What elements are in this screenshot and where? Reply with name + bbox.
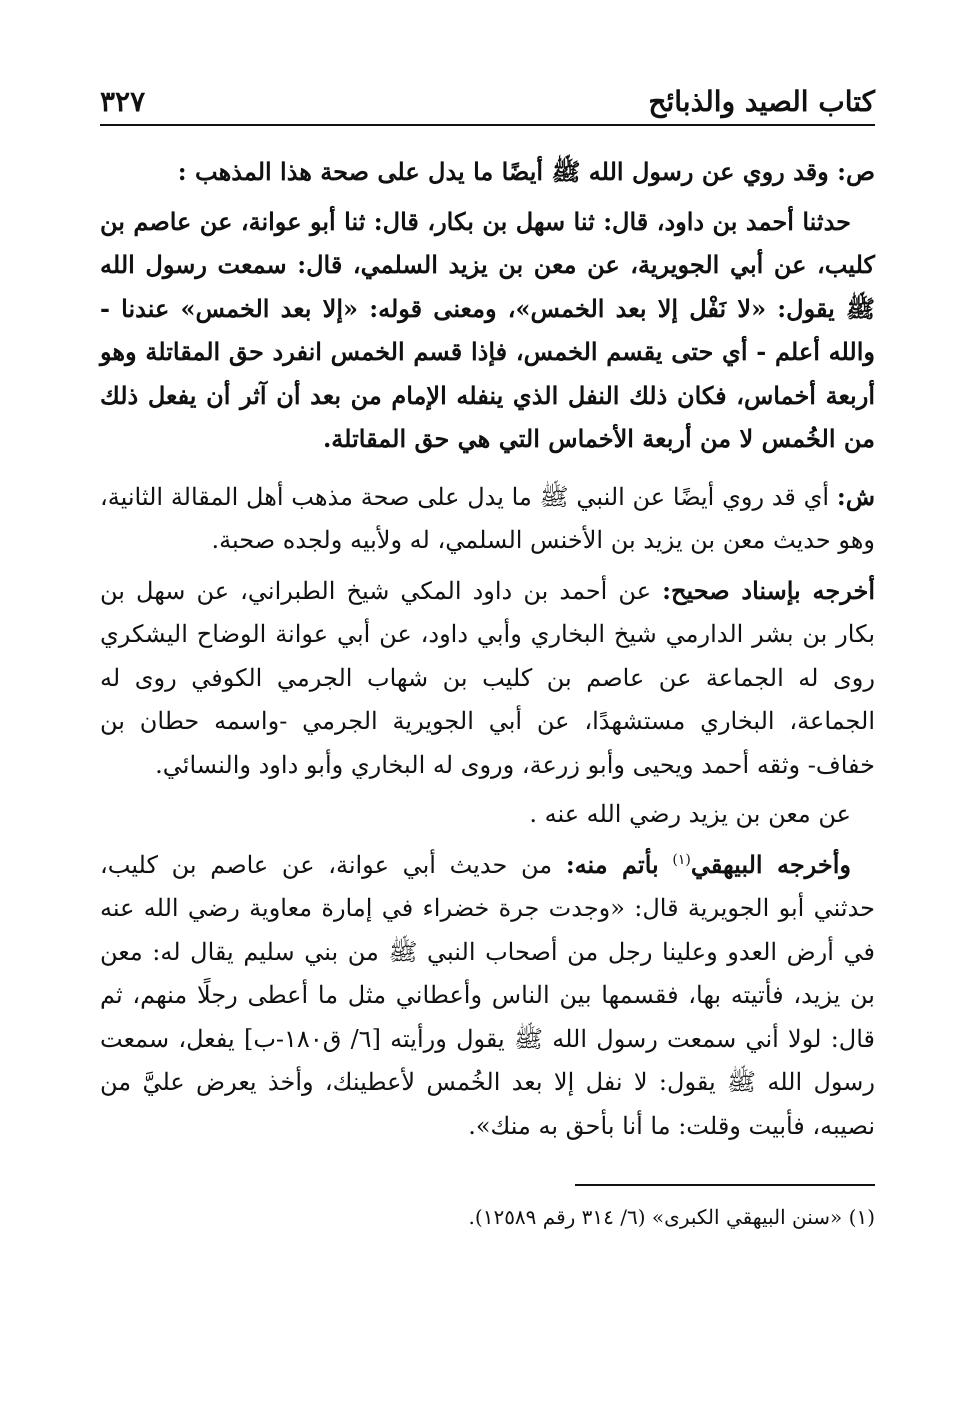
paragraph-text: حدثنا أحمد بن داود، قال: ثنا سهل بن بكار، قال: ثنا أبو عوانة، عن عاصم بن كليب، عن أبي الجويرية، عن معن بن يزيد السلمي، قال: سمعت رسول الله ﷺ يقول: «لا نَفْل إلا بعد الخمس»، ومعنى قوله: «إلا بعد الخمس» عندنا - والله أعلم - أي حتى يقسم الخمس، فإذا قسم الخمس انفرد حق المقاتلة وهو أربعة أخماس، فكان ذلك النفل الذي ينفله الإمام من بعد أن آثر أن يفعل ذلك من الخُمس لا من أربعة الأخماس التي هي حق المقاتلة.: [100, 206, 875, 453]
paragraph-bayhaqi: [100, 843, 875, 1149]
paragraph-text: عن معن بن يزيد رضي الله عنه .: [529, 800, 851, 828]
footnote-reference[interactable]: (١): [672, 851, 691, 868]
paragraph-sharh: [100, 475, 875, 563]
paragraph-text: عن أحمد بن داود المكي شيخ الطبراني، عن سهل بن بكار بن بشر الدارمي شيخ البخاري وأبي داود، عن أبي عوانة الوضاح اليشكري روى له الجماعة عن عاصم بن كليب بن شهاب الجرمي الكوفي روى له الجماعة، البخاري مستشهدًا، عن أبي الجويرية الجرمي -واسمه حطان بن خفاف- وثقه أحمد ويحيى وأبو زرعة، وروى له البخاري وأبو داود والنسائي.: [100, 576, 875, 779]
paragraph-lead: ش:: [836, 481, 875, 511]
footnote: (١) «سنن البيهقي الكبرى» (٦/ ٣١٤ رقم ١٢٥٨٩).: [468, 1205, 875, 1229]
page-header: [100, 60, 875, 126]
footnote-divider: [575, 1184, 875, 1186]
paragraph-matn-heading: [100, 150, 875, 194]
page-number: ٣٢٧: [100, 85, 146, 118]
paragraph-lead: أخرجه بإسناد صحيح:: [662, 575, 875, 605]
document-page: [100, 60, 875, 1380]
paragraph-lead: ص:: [837, 157, 875, 186]
book-title: كتاب الصيد والذبائح: [648, 85, 875, 118]
paragraph-isnad: [100, 569, 875, 788]
paragraph-matn-hadith: [100, 200, 875, 461]
paragraph-text: وقد روي عن رسول الله ﷺ أيضًا ما يدل على صحة هذا المذهب :: [177, 157, 829, 186]
main-text: [100, 150, 875, 1148]
paragraph-lead: وأخرجه البيهقي: [690, 849, 852, 879]
paragraph-text: أي قد روي أيضًا عن النبي ﷺ ما يدل على صحة مذهب أهل المقالة الثانية، وهو حديث معن بن يزيد بن الأخنس السلمي، له ولأبيه ولجده صحبة.: [100, 482, 875, 554]
paragraph-companion: [100, 793, 875, 837]
paragraph-lead-suffix: بأتم منه:: [565, 849, 659, 879]
paragraph-text: من حديث أبي عوانة، عن عاصم بن كليب، حدثني أبو الجويرية قال: «وجدت جرة خضراء في إمارة معاوية رضي الله عنه في أرض العدو وعلينا رجل من أصحاب النبي ﷺ من بني سليم يقال له: معن بن يزيد، فأتيته بها، فقسمها بين الناس وأعطاني مثل ما أعطى رجلًا منهم، ثم قال: لولا أني سمعت رسول الله ﷺ يقول ورأيته [٦/ ق١٨٠-ب] يفعل، سمعت رسول الله ﷺ يقول: لا نفل إلا بعد الخُمس لأعطينك، وأخذ يعرض عليَّ من نصيبه، فأبيت وقلت: ما أنا بأحق به منك».: [100, 850, 875, 1140]
